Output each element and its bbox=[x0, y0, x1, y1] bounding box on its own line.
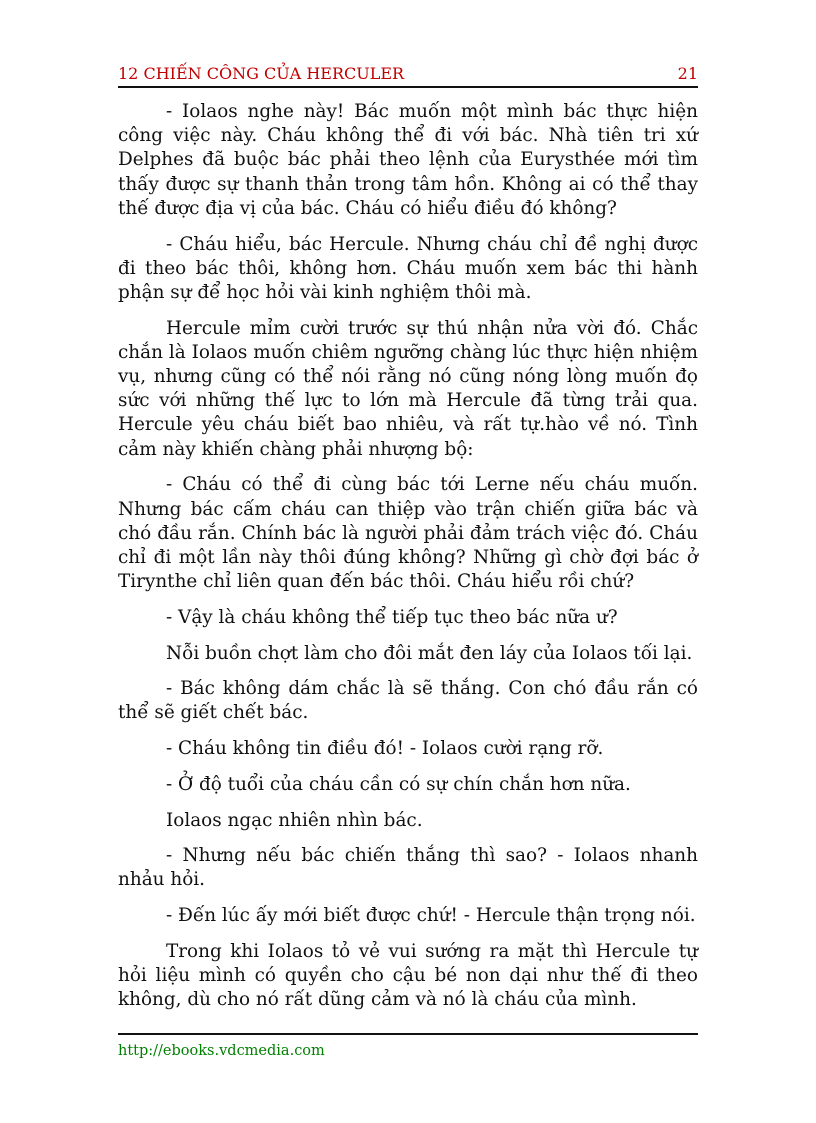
paragraph: Trong khi Iolaos tỏ vẻ vui sướng ra mặt thì Hercule tự hỏi liệu mình có quyền cho cậu bé non dại như thế đi theo không, dù cho nó rất dũng cảm và nó là cháu của mình. bbox=[118, 940, 698, 1011]
paragraph: Nỗi buồn chợt làm cho đôi mắt đen láy của Iolaos tối lại. bbox=[166, 642, 693, 664]
paragraph: - Cháu hiểu, bác Hercule. Nhưng cháu chỉ đề nghị được đi theo bác thôi, không hơn. Cháu muốn xem bác thi hành phận sự để học hỏi vài kinh nghiệm thôi mà. bbox=[118, 233, 698, 303]
paragraph: - Ở độ tuổi của cháu cần có sự chín chắn hơn nữa. bbox=[166, 773, 631, 795]
page-number: 21 bbox=[677, 64, 698, 83]
paragraph: - Đến lúc ấy mới biết được chứ! - Hercule thận trọng nói. bbox=[166, 905, 696, 927]
paragraph: - Cháu không tin điều đó! - Iolaos cười rạng rỡ. bbox=[166, 738, 604, 760]
paragraph: - Vậy là cháu không thể tiếp tục theo bác nữa ư? bbox=[166, 606, 618, 628]
page-header bbox=[118, 62, 698, 88]
paragraph: - Cháu có thể đi cùng bác tới Lerne nếu cháu muốn. Nhưng bác cấm cháu can thiệp vào trận chiến giữa bác và chó đầu rắn. Chính bác là người phải đảm trách việc đó. Cháu chỉ đi một lần này thôi đúng không? Những gì chờ đợi bác ở Tirynthe chỉ liên quan đến bác thôi. Cháu hiểu rồi chứ? bbox=[118, 474, 698, 593]
book-title: 12 CHIẾN CÔNG CỦA HERCULER bbox=[118, 64, 405, 83]
footer-divider bbox=[118, 1033, 698, 1035]
paragraph: - Nhưng nếu bác chiến thắng thì sao? - Iolaos nhanh nhảu hỏi. bbox=[118, 845, 698, 891]
paragraph: Hercule mỉm cười trước sự thú nhận nửa vời đó. Chắc chắn là Iolaos muốn chiêm ngưỡng chàng lúc thực hiện nhiệm vụ, nhưng cũng có thể nói rằng nó cũng nóng lòng muốn đọ sức với những thế lực to lớn mà Hercule đã từng trải qua. Hercule yêu cháu biết bao nhiêu, và rất tự.hào về nó. Tình cảm này khiến chàng phải nhượng bộ: bbox=[118, 317, 698, 460]
paragraph: - Iolaos nghe này! Bác muốn một mình bác thực hiện công việc này. Cháu không thể đi với bác. Nhà tiên tri xứ Delphes đã buộc bác phải theo lệnh của Eurysthée mới tìm thấy được sự thanh thản trong tâm hồn. Không ai có thể thay thế được địa vị của bác. Cháu có hiểu điều đó không? bbox=[118, 101, 698, 219]
paragraph: Iolaos ngạc nhiên nhìn bác. bbox=[166, 809, 423, 831]
body-text bbox=[118, 100, 698, 1024]
footer-url-link[interactable]: http://ebooks.vdcmedia.com bbox=[118, 1043, 325, 1059]
paragraph: - Bác không dám chắc là sẽ thắng. Con chó đầu rắn có thể sẽ giết chết bác. bbox=[118, 678, 698, 724]
